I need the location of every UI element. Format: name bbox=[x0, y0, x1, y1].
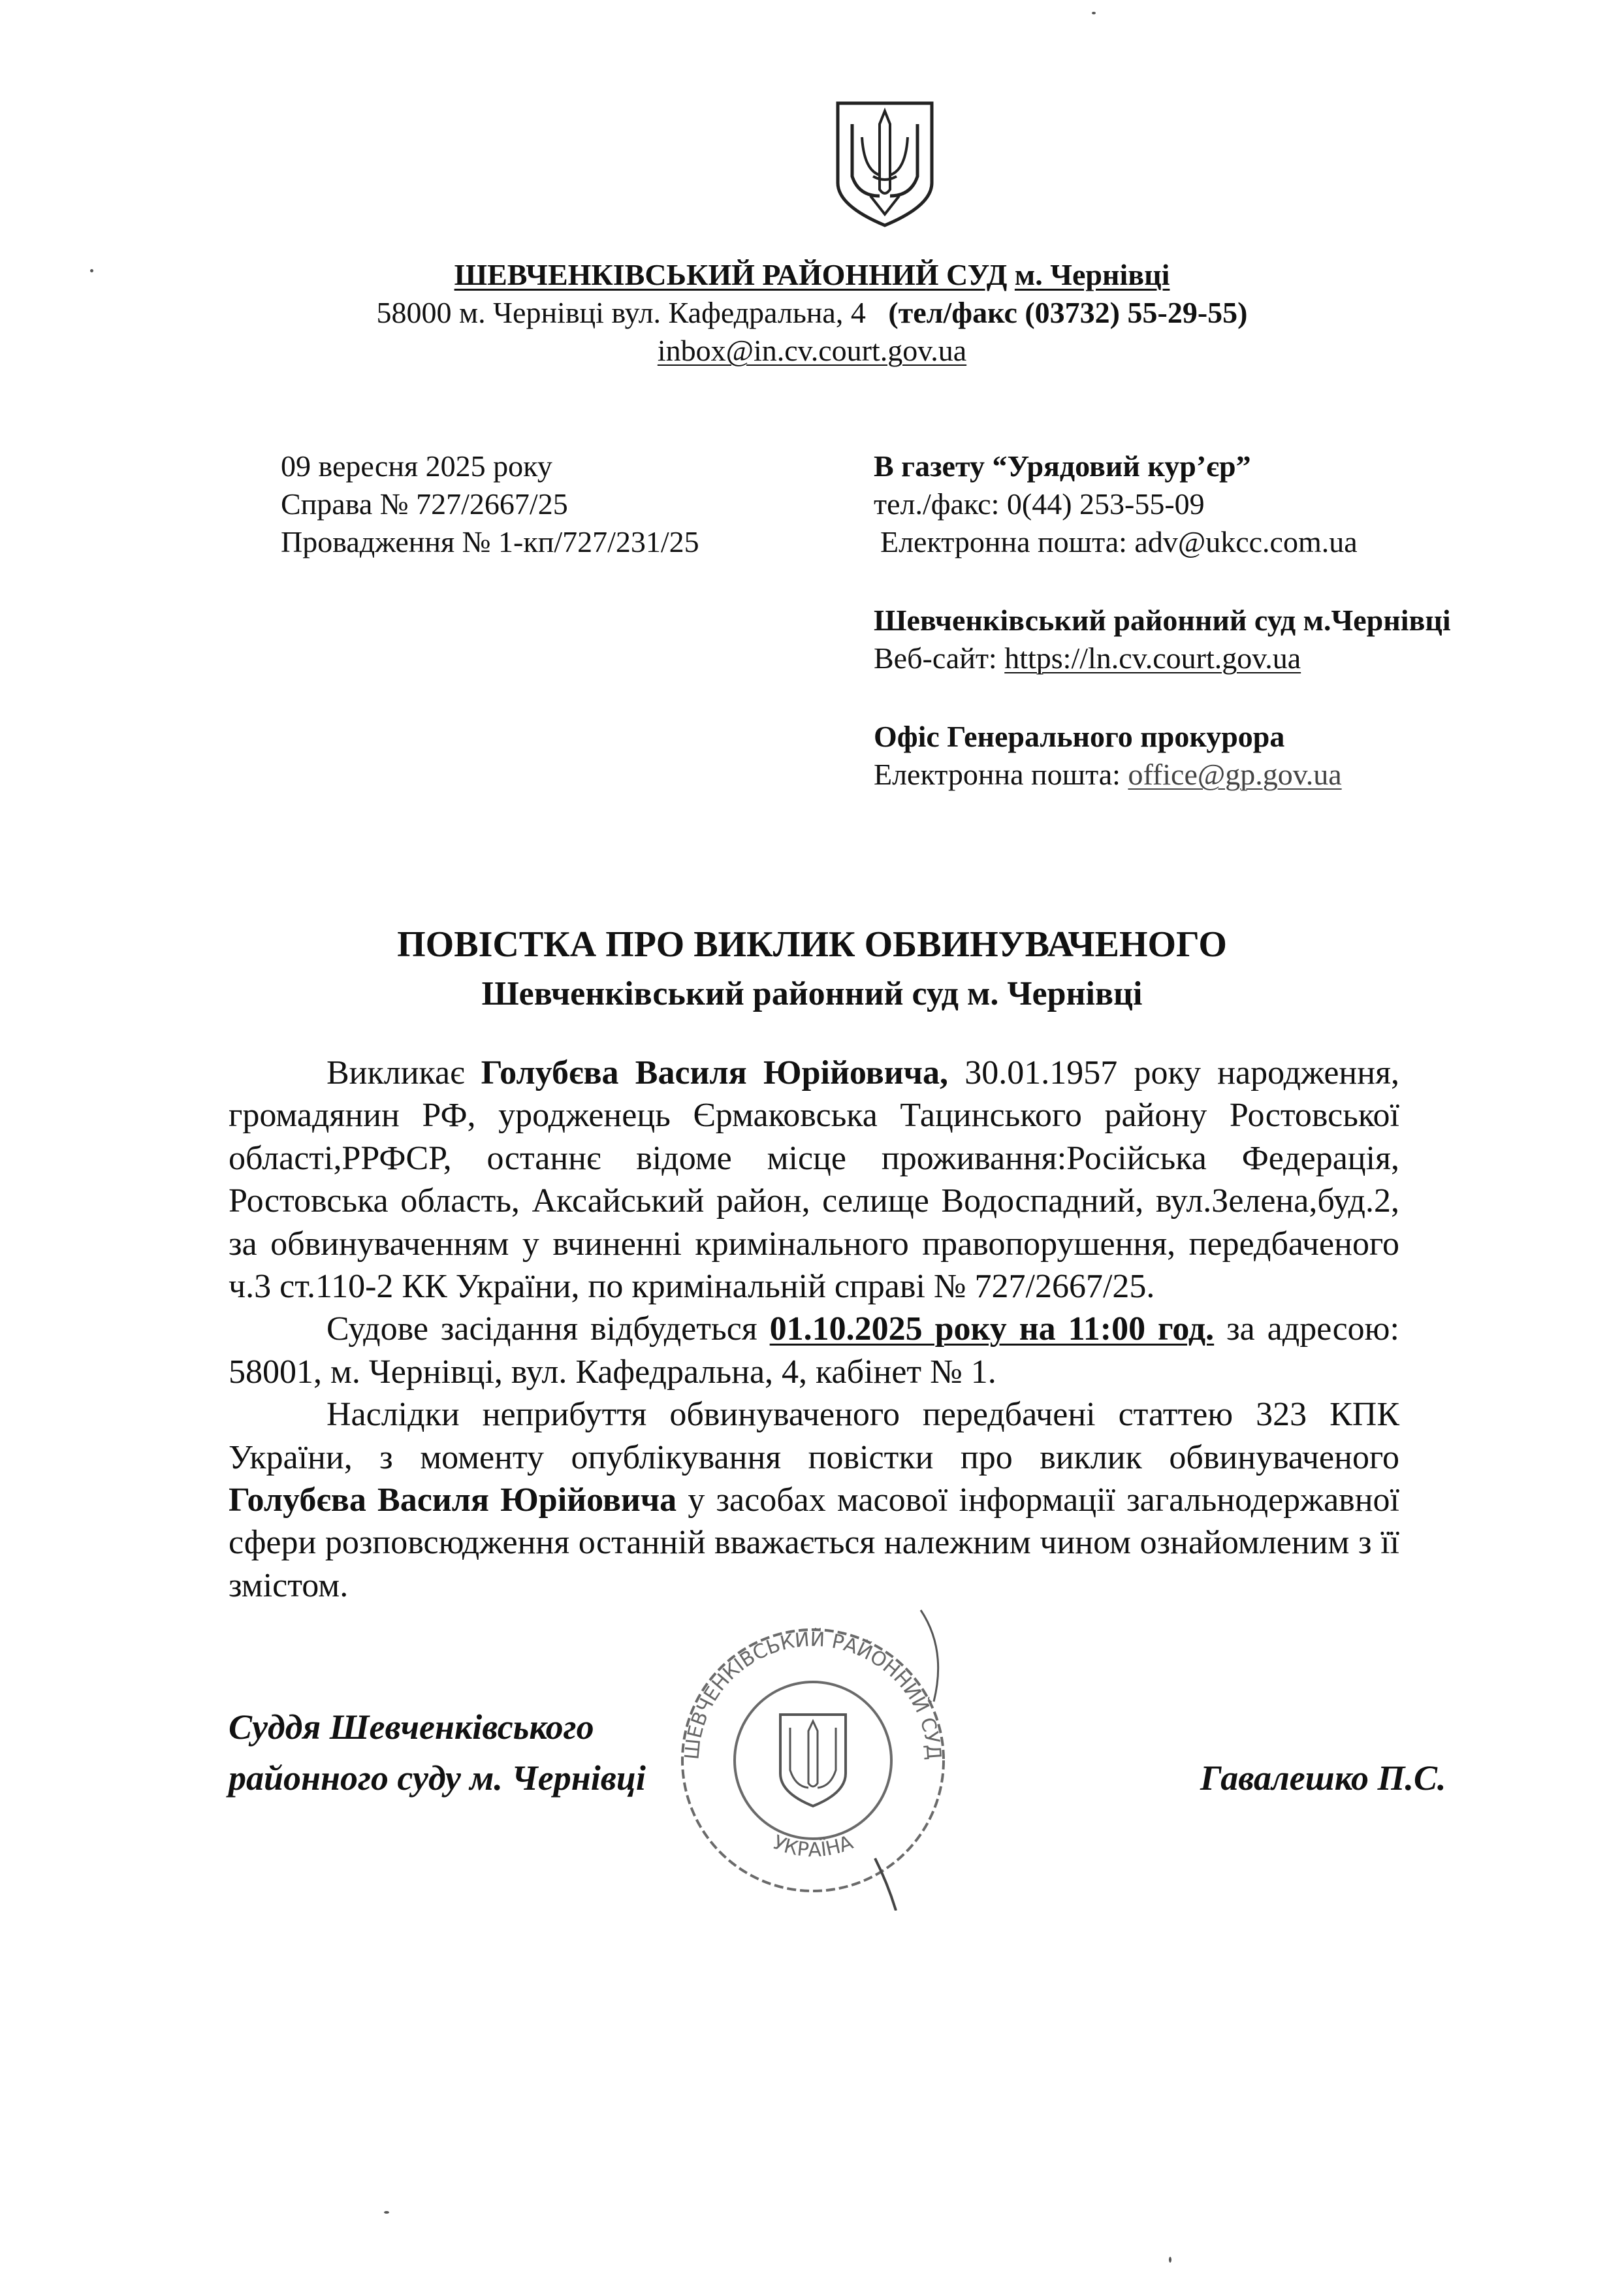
court-city: м. Чернівці bbox=[1014, 258, 1170, 291]
court-email-link[interactable]: inbox@in.cv.court.gov.ua bbox=[657, 334, 967, 367]
email-link[interactable]: office@gp.gov.ua bbox=[1128, 758, 1342, 791]
paragraph-summons bbox=[229, 1052, 1399, 1308]
email-label: Електронна пошта: bbox=[874, 758, 1128, 791]
svg-text:ШЕВЧЕНКІВСЬКИЙ РАЙОННИЙ СУД bbox=[680, 1628, 945, 1761]
seal-text-top: ШЕВЧЕНКІВСЬКИЙ РАЙОННИЙ СУД bbox=[680, 1628, 946, 1761]
p1-rest: 30.01.1957 року народження, громадянин РФ, уродженець Єрмаковська Тацинського району Ростовської області,РРФСР, останнє відоме місце проживання:Російська Федерація, Ростовська область, Аксайський район, селище Водоспадний, вул.Зелена,буд.2, за обвинуваченням у вчиненні кримінального правопорушення, передбаченого ч.3 ст.110-2 КК України, по кримінальній справі № 727/2667/25. bbox=[229, 1054, 1399, 1306]
p1-intro: Викликає bbox=[326, 1054, 481, 1091]
scan-speck bbox=[90, 269, 93, 272]
scan-speck bbox=[384, 2211, 389, 2214]
hearing-datetime: 01.10.2025 року на 11:00 год. bbox=[769, 1310, 1215, 1348]
accused-name: Голубєва Василя Юрійовича bbox=[229, 1481, 677, 1519]
svg-text:УКРАЇНА bbox=[770, 1831, 857, 1862]
court-name: ШЕВЧЕНКІВСЬКИЙ РАЙОННИЙ СУД bbox=[454, 258, 1008, 291]
p3-intro: Наслідки неприбуття обвинуваченого передбачені статтею 323 КПК України, з моменту опублікування повістки про виклик обвинуваченого bbox=[229, 1396, 1399, 1476]
recipient-website bbox=[874, 639, 1451, 677]
document-date: 09 вересня 2025 року bbox=[281, 449, 552, 483]
seal-text-bottom: УКРАЇНА bbox=[769, 1831, 857, 1862]
website-link[interactable]: https://ln.cv.court.gov.ua bbox=[1004, 641, 1301, 675]
recipient-newspaper bbox=[874, 447, 1451, 561]
accused-name: Голубєва Василя Юрійовича, bbox=[481, 1054, 948, 1091]
court-phone: (тел/факс (03732) 55-29-55) bbox=[888, 296, 1248, 329]
case-meta bbox=[281, 447, 699, 561]
document-title bbox=[0, 920, 1624, 1019]
court-seal-icon bbox=[660, 1597, 966, 1911]
recipient-name: Шевченківський районний суд м.Чернівці bbox=[874, 604, 1451, 637]
position-line-1: Суддя Шевченківського bbox=[229, 1707, 594, 1747]
paragraph-hearing bbox=[229, 1308, 1399, 1393]
trident-emblem-icon bbox=[833, 98, 937, 229]
title-sub: Шевченківський районний суд м. Чернівці bbox=[481, 975, 1143, 1012]
p2-intro: Судове засідання відбудеться bbox=[326, 1310, 770, 1348]
judge-name: Гавалешко П.С. bbox=[1200, 1758, 1446, 1798]
p3-rest: у засобах масової інформації загальнодержавної сфери розповсюдження останній вважається належним чином ознайомленим з її змістом. bbox=[229, 1481, 1399, 1604]
court-address: 58000 м. Чернівці вул. Кафедральна, 4 bbox=[376, 296, 866, 329]
paragraph-consequences bbox=[229, 1393, 1399, 1607]
title-main: ПОВІСТКА ПРО ВИКЛИК ОБВИНУВАЧЕНОГО bbox=[397, 924, 1227, 965]
recipient-email: Електронна пошта: adv@ukcc.com.ua bbox=[880, 525, 1358, 558]
website-label: Веб-сайт: bbox=[874, 641, 1005, 675]
recipients-block bbox=[874, 447, 1451, 834]
recipient-court bbox=[874, 602, 1451, 677]
court-header bbox=[0, 256, 1624, 370]
summons-body bbox=[229, 1052, 1399, 1607]
recipient-prosecutor bbox=[874, 718, 1451, 794]
proceeding-number: Провадження № 1-кп/727/231/25 bbox=[281, 525, 699, 558]
recipient-name: Офіс Генерального прокурора bbox=[874, 720, 1285, 753]
case-number: Справа № 727/2667/25 bbox=[281, 487, 568, 521]
position-line-2: районного суду м. Чернівці bbox=[229, 1758, 646, 1798]
recipient-phone: тел./факс: 0(44) 253-55-09 bbox=[874, 487, 1205, 521]
p2-rest: за адресою: 58001, м. Чернівці, вул. Кафедральна, 4, кабінет № 1. bbox=[229, 1310, 1399, 1391]
judge-position bbox=[229, 1702, 646, 1803]
scan-speck bbox=[1169, 2257, 1171, 2263]
scan-speck bbox=[1092, 12, 1096, 14]
recipient-email bbox=[874, 756, 1451, 794]
recipient-name: В газету “Урядовий кур’єр” bbox=[874, 449, 1251, 483]
